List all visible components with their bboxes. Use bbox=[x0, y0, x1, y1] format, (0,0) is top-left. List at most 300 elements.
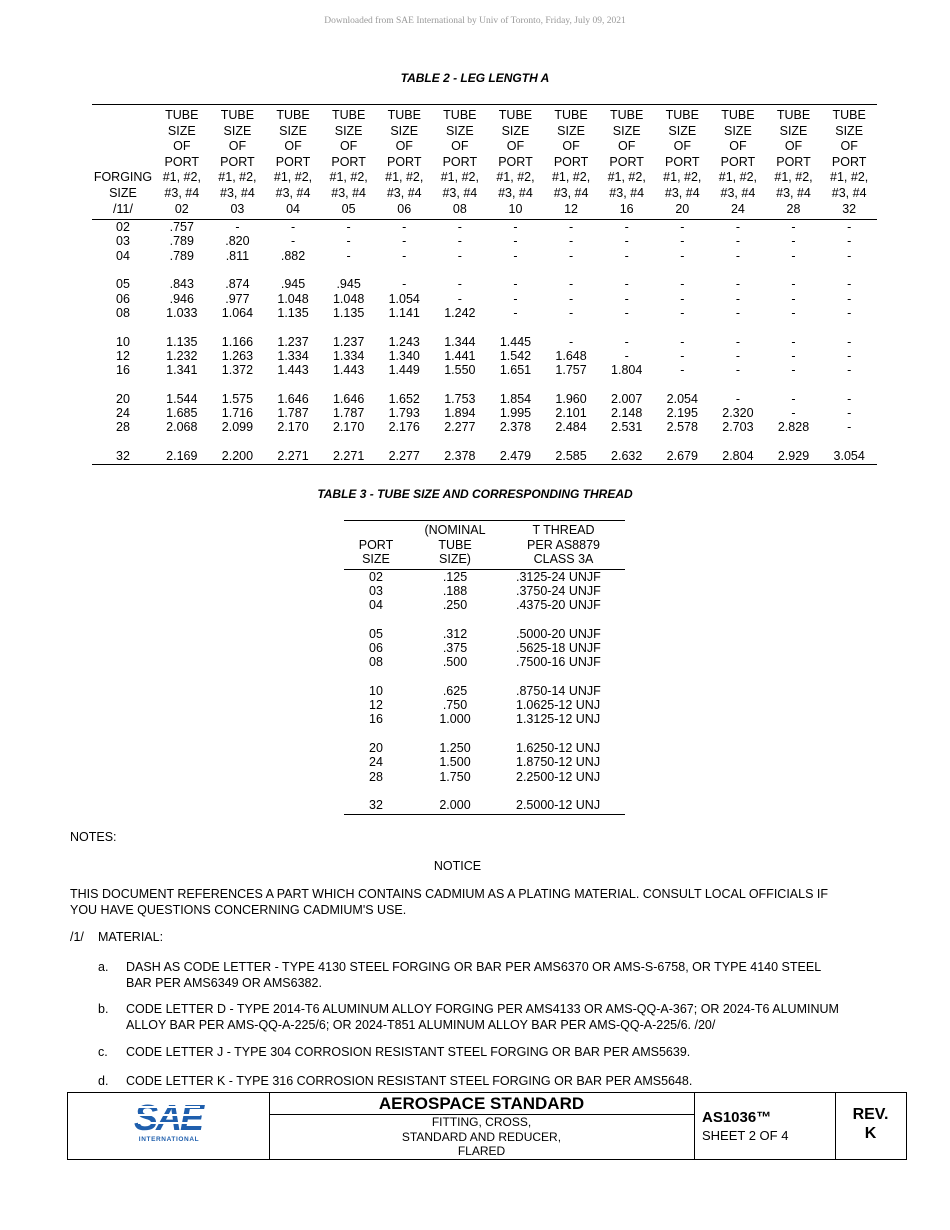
leg-length-cell: - bbox=[847, 220, 852, 235]
leg-length-cell: 2.929 bbox=[766, 449, 822, 465]
port-column-header-line-0: TUBE bbox=[165, 108, 199, 122]
table-row bbox=[344, 741, 625, 755]
leg-length-cell: - bbox=[735, 305, 740, 320]
port-size-cell: 03 bbox=[369, 583, 383, 598]
leg-length-cell: - bbox=[735, 391, 740, 406]
table-row bbox=[344, 712, 625, 726]
thread-cell: .3750-24 UNJF bbox=[516, 583, 601, 598]
port-column-header-line-6: 20 bbox=[675, 201, 690, 216]
row-spacer bbox=[92, 320, 877, 334]
port-column-header-line-4: #1, #2, bbox=[273, 170, 313, 185]
port-size-header-line-1: PORT bbox=[358, 537, 394, 552]
port-column-header bbox=[766, 105, 822, 220]
leg-length-cell: 1.443 bbox=[277, 363, 309, 378]
table-row bbox=[344, 698, 625, 712]
leg-length-cell: 2.320 bbox=[722, 406, 754, 421]
tube-size-cell: .125 bbox=[442, 569, 468, 584]
revision-cell bbox=[835, 1093, 906, 1159]
forging-size-cell: 24 bbox=[116, 406, 130, 421]
leg-length-cell: 1.237 bbox=[332, 334, 365, 349]
port-column-header-line-5: #3, #4 bbox=[164, 185, 200, 200]
title-cell bbox=[269, 1093, 695, 1159]
port-column-header-line-4: #1, #2, bbox=[663, 170, 702, 185]
material-item-line-2: BAR PER AMS6349 OR AMS6382. bbox=[126, 975, 322, 990]
leg-length-cell: 2.170 bbox=[332, 420, 365, 435]
thread-cell: 1.0625-12 UNJ bbox=[516, 698, 601, 713]
leg-length-cell: 1.854 bbox=[499, 391, 532, 406]
leg-length-cell: - bbox=[791, 291, 796, 306]
revision bbox=[835, 1105, 906, 1143]
port-column-header-line-0: TUBE bbox=[665, 108, 699, 122]
leg-length-cell: 1.995 bbox=[499, 406, 532, 421]
leg-length-cell: - bbox=[791, 248, 796, 263]
leg-length-cell: - bbox=[457, 234, 462, 249]
port-column-header-line-0: TUBE bbox=[276, 108, 310, 122]
leg-length-cell: - bbox=[791, 277, 796, 292]
port-column-header-line-5: #3, #4 bbox=[220, 185, 255, 200]
row-spacer-cell bbox=[344, 784, 625, 798]
port-size-cell: 20 bbox=[369, 741, 383, 756]
leg-length-cell: 2.169 bbox=[154, 449, 210, 465]
leg-length-cell: - bbox=[847, 334, 852, 349]
leg-length-cell: - bbox=[791, 406, 796, 421]
row-spacer-cell bbox=[92, 435, 877, 449]
port-column-header-line-0: TUBE bbox=[331, 108, 366, 122]
port-column-header bbox=[654, 105, 710, 220]
port-column-header-line-1: SIZE bbox=[668, 123, 697, 138]
sae-logo-subtitle: INTERNATIONAL bbox=[138, 1136, 200, 1143]
port-column-header-line-1: SIZE bbox=[167, 123, 196, 138]
leg-length-cell: - bbox=[402, 277, 407, 292]
row-spacer-cell bbox=[344, 612, 625, 626]
leg-length-cell: - bbox=[290, 220, 296, 235]
port-column-header-line-5: #3, #4 bbox=[553, 185, 589, 200]
leg-length-cell: 1.054 bbox=[388, 291, 420, 306]
leg-length-cell: 1.550 bbox=[444, 363, 476, 378]
thread-cell: 2.2500-12 UNJ bbox=[516, 769, 601, 784]
leg-length-cell: 2.271 bbox=[321, 449, 377, 465]
port-column-header-line-3: PORT bbox=[331, 154, 366, 169]
thread-cell: .5625-18 UNJF bbox=[516, 640, 601, 655]
tube-size-thread-table bbox=[344, 520, 625, 815]
revision-value: K bbox=[864, 1125, 877, 1142]
leg-length-cell: 2.804 bbox=[710, 449, 766, 465]
port-column-header-line-0: TUBE bbox=[443, 108, 477, 122]
leg-length-cell: 1.048 bbox=[277, 291, 309, 306]
port-column-header-line-0: TUBE bbox=[721, 108, 755, 122]
leg-length-cell: 1.793 bbox=[388, 406, 420, 421]
leg-length-cell: 1.544 bbox=[166, 391, 198, 406]
port-column-header-line-3: PORT bbox=[386, 154, 422, 169]
thread-header-line-0: T THREAD bbox=[532, 523, 595, 537]
row-spacer bbox=[92, 435, 877, 449]
leg-length-cell: 1.242 bbox=[444, 305, 476, 320]
port-column-header-line-1: SIZE bbox=[779, 123, 808, 138]
leg-length-cell: - bbox=[735, 234, 740, 249]
tube-size-header-line-2: SIZE) bbox=[439, 552, 471, 566]
table-row bbox=[92, 306, 877, 320]
row-spacer bbox=[344, 612, 625, 626]
leg-length-cell: - bbox=[568, 291, 574, 306]
leg-length-cell: - bbox=[847, 291, 852, 306]
port-column-header bbox=[432, 105, 488, 220]
leg-length-cell: 2.277 bbox=[444, 420, 476, 435]
tube-size-cell: .625 bbox=[442, 683, 468, 698]
table-row bbox=[344, 584, 625, 598]
leg-length-cell: 1.263 bbox=[221, 348, 254, 363]
leg-length-cell: - bbox=[680, 277, 685, 292]
leg-length-cell: 1.960 bbox=[555, 391, 587, 406]
port-column-header-line-3: PORT bbox=[220, 154, 255, 169]
leg-length-cell: 1.135 bbox=[166, 334, 198, 349]
leg-length-cell: - bbox=[847, 348, 852, 363]
port-column-header bbox=[321, 105, 377, 220]
leg-length-cell: .977 bbox=[225, 291, 250, 306]
row-spacer-cell bbox=[344, 727, 625, 741]
notes-label: NOTES: bbox=[70, 830, 117, 844]
thread-cell: .3125-24 UNJF bbox=[516, 569, 601, 584]
port-column-header-line-4: #1, #2, bbox=[718, 170, 758, 185]
port-column-header-line-1: SIZE bbox=[223, 123, 252, 138]
sheet-number: SHEET 2 OF 4 bbox=[702, 1128, 789, 1143]
port-column-header-line-4: #1, #2, bbox=[329, 170, 368, 185]
port-column-header-line-6: 24 bbox=[730, 201, 745, 216]
port-column-header-line-6: 05 bbox=[341, 201, 356, 216]
leg-length-cell: 2.585 bbox=[543, 449, 599, 465]
table-row bbox=[344, 627, 625, 641]
leg-length-cell: - bbox=[847, 406, 852, 421]
port-column-header-line-0: TUBE bbox=[220, 108, 255, 122]
table-row bbox=[92, 349, 877, 363]
leg-length-cell: - bbox=[402, 248, 407, 263]
port-column-header-line-0: TUBE bbox=[554, 108, 588, 122]
port-size-cell: 04 bbox=[369, 598, 383, 613]
table-row bbox=[344, 655, 625, 669]
leg-length-cell: 1.575 bbox=[221, 391, 254, 406]
leg-length-cell: - bbox=[457, 291, 462, 306]
port-column-header-line-2: OF bbox=[228, 139, 247, 154]
port-column-header bbox=[599, 105, 655, 220]
leg-length-cell: - bbox=[735, 363, 740, 378]
leg-length-cell: 1.064 bbox=[221, 305, 254, 320]
leg-length-cell: 1.334 bbox=[332, 348, 365, 363]
part-title bbox=[269, 1115, 694, 1159]
leg-length-cell: - bbox=[680, 334, 685, 349]
table-row bbox=[344, 569, 625, 584]
leg-length-cell: - bbox=[568, 248, 574, 263]
port-column-header-line-1: SIZE bbox=[390, 123, 419, 138]
table-row bbox=[92, 292, 877, 306]
port-column-header-line-3: PORT bbox=[164, 154, 200, 169]
table-row bbox=[92, 335, 877, 349]
sae-logo bbox=[68, 1093, 269, 1159]
port-column-header-line-3: PORT bbox=[720, 154, 756, 169]
port-column-header bbox=[210, 105, 266, 220]
title-block bbox=[67, 1092, 907, 1160]
standard-title: AEROSPACE STANDARD bbox=[269, 1093, 694, 1115]
port-column-header-line-4: #1, #2, bbox=[607, 170, 646, 185]
port-size-cell: 05 bbox=[369, 626, 383, 641]
thread-cell: .7500-16 UNJF bbox=[516, 655, 601, 670]
port-column-header-line-6: 16 bbox=[619, 201, 634, 216]
leg-length-cell: 1.232 bbox=[166, 348, 198, 363]
thread-cell: 1.8750-12 UNJ bbox=[516, 755, 601, 770]
leg-length-cell: - bbox=[680, 305, 685, 320]
thread-header-line-1: PER AS8879 bbox=[527, 537, 600, 552]
table-row bbox=[344, 798, 625, 814]
leg-length-cell: 2.828 bbox=[777, 420, 810, 435]
port-column-header-line-5: #3, #4 bbox=[498, 185, 533, 200]
tube-size-cell: 1.000 bbox=[439, 712, 471, 727]
leg-length-cell: 1.441 bbox=[444, 348, 476, 363]
port-column-header bbox=[821, 105, 877, 220]
port-column-header-line-6: 06 bbox=[397, 201, 412, 216]
port-column-header-line-4: #1, #2, bbox=[162, 170, 201, 185]
forging-size-cell: 28 bbox=[116, 420, 130, 435]
port-size-cell: 02 bbox=[369, 569, 383, 584]
table-row bbox=[92, 363, 877, 377]
table-row bbox=[344, 684, 625, 698]
port-column-header-line-1: SIZE bbox=[724, 123, 752, 138]
leg-length-cell: 2.378 bbox=[432, 449, 488, 465]
leg-length-cell: - bbox=[791, 391, 796, 406]
leg-length-cell: - bbox=[624, 234, 629, 249]
thread-cell: .5000-20 UNJF bbox=[516, 626, 601, 641]
leg-length-cell: - bbox=[847, 305, 852, 320]
notice-line-1: THIS DOCUMENT REFERENCES A PART WHICH CONTAINS CADMIUM AS A PLATING MATERIAL. CONSULT LOCAL OFFICIALS IF bbox=[70, 887, 828, 901]
port-column-header-line-5: #3, #4 bbox=[831, 185, 867, 200]
leg-length-cell: - bbox=[735, 248, 740, 263]
leg-length-cell: 2.484 bbox=[555, 420, 587, 435]
leg-length-cell: - bbox=[235, 220, 240, 235]
port-column-header-line-0: TUBE bbox=[832, 108, 866, 122]
leg-length-cell: - bbox=[346, 220, 351, 235]
leg-length-cell: - bbox=[513, 248, 518, 263]
table-row bbox=[92, 392, 877, 406]
leg-length-cell: - bbox=[735, 291, 740, 306]
leg-length-cell: 1.716 bbox=[221, 406, 254, 421]
leg-length-cell: .757 bbox=[169, 220, 194, 235]
leg-length-cell: 1.646 bbox=[332, 391, 365, 406]
port-column-header-line-6: 08 bbox=[452, 201, 467, 216]
port-column-header bbox=[265, 105, 321, 220]
leg-length-cell: - bbox=[791, 234, 796, 249]
leg-length-cell: - bbox=[791, 220, 796, 235]
port-column-header-line-5: #3, #4 bbox=[331, 185, 367, 200]
port-size-header-line-2: SIZE bbox=[362, 552, 390, 566]
leg-length-cell: - bbox=[847, 248, 852, 263]
port-column-header bbox=[376, 105, 432, 220]
leg-length-cell: - bbox=[680, 348, 685, 363]
leg-length-cell: - bbox=[624, 277, 629, 292]
leg-length-cell: 2.170 bbox=[277, 420, 309, 435]
port-size-header bbox=[344, 521, 408, 570]
leg-length-cell: 1.445 bbox=[499, 334, 532, 349]
tube-size-header bbox=[408, 521, 502, 570]
leg-length-cell: - bbox=[847, 363, 852, 378]
forging-size-cell: 20 bbox=[116, 391, 130, 406]
port-size-cell: 12 bbox=[369, 698, 383, 713]
thread-header bbox=[502, 521, 625, 570]
leg-length-cell: 1.033 bbox=[166, 305, 198, 320]
leg-length-cell: 2.479 bbox=[488, 449, 544, 465]
leg-length-cell: - bbox=[624, 248, 629, 263]
leg-length-cell: - bbox=[513, 234, 518, 249]
forging-size-cell: 12 bbox=[116, 348, 130, 363]
port-column-header-line-0: TUBE bbox=[387, 108, 421, 122]
port-column-header-line-3: PORT bbox=[831, 154, 867, 169]
leg-length-cell: .945 bbox=[280, 277, 306, 292]
leg-length-cell: - bbox=[624, 348, 629, 363]
port-column-header-line-3: PORT bbox=[776, 154, 811, 169]
leg-length-cell: - bbox=[735, 334, 740, 349]
leg-length-cell: 2.703 bbox=[722, 420, 754, 435]
leg-length-cell: 2.271 bbox=[265, 449, 321, 465]
port-column-header-line-2: OF bbox=[506, 139, 525, 154]
material-item-line-1: CODE LETTER K - TYPE 316 CORROSION RESISTANT STEEL FORGING OR BAR PER AMS5648. bbox=[126, 1074, 693, 1088]
forging-size-cell: 06 bbox=[116, 291, 130, 306]
table3-title: TABLE 3 - TUBE SIZE AND CORRESPONDING THREAD bbox=[317, 487, 633, 501]
port-column-header-line-3: PORT bbox=[275, 154, 311, 169]
leg-length-cell: - bbox=[290, 234, 296, 249]
port-column-header-line-4: #1, #2, bbox=[440, 170, 479, 185]
leg-length-cell: - bbox=[791, 363, 796, 378]
leg-length-cell: - bbox=[624, 291, 629, 306]
leg-length-cell: 1.166 bbox=[221, 334, 254, 349]
leg-length-cell: 1.651 bbox=[499, 363, 532, 378]
material-item-line-2: ALLOY BAR PER AMS-QQ-A-225/6; OR 2024-T851 ALUMINUM ALLOY BAR PER AMS-QQ-A-225/6. /20/ bbox=[126, 1017, 716, 1032]
forging-size-cell: 32 bbox=[92, 449, 154, 465]
leg-length-cell: .820 bbox=[225, 234, 250, 249]
port-column-header-line-4: #1, #2, bbox=[385, 170, 424, 185]
port-column-header-line-2: OF bbox=[173, 139, 191, 154]
port-column-header-line-2: OF bbox=[618, 139, 636, 154]
port-column-header-line-4: #1, #2, bbox=[496, 170, 535, 185]
leg-length-cell: - bbox=[568, 234, 574, 249]
table-row bbox=[344, 770, 625, 784]
port-column-header-line-5: #3, #4 bbox=[609, 185, 645, 200]
port-column-header-line-6: 28 bbox=[786, 201, 801, 216]
doc-number: AS1036™ bbox=[702, 1109, 772, 1126]
leg-length-cell: 1.787 bbox=[332, 406, 365, 421]
port-column-header bbox=[488, 105, 544, 220]
leg-length-cell: 2.195 bbox=[666, 406, 698, 421]
table-row bbox=[92, 234, 877, 248]
leg-length-cell: - bbox=[847, 234, 852, 249]
leg-length-cell: 1.449 bbox=[388, 363, 420, 378]
leg-length-cell: - bbox=[680, 363, 685, 378]
leg-length-cell: 3.054 bbox=[821, 449, 877, 465]
port-column-header-line-1: SIZE bbox=[835, 123, 864, 138]
leg-length-cell: 1.372 bbox=[221, 363, 254, 378]
row-spacer-cell bbox=[344, 670, 625, 684]
row-spacer-cell bbox=[92, 263, 877, 277]
material-item-letter: d. bbox=[98, 1074, 109, 1088]
leg-length-cell: - bbox=[735, 277, 740, 292]
tube-size-cell: 1.750 bbox=[439, 769, 471, 784]
notice-title: NOTICE bbox=[433, 859, 482, 873]
row-spacer bbox=[92, 263, 877, 277]
material-label: MATERIAL: bbox=[98, 930, 164, 944]
leg-length-cell: - bbox=[624, 305, 629, 320]
leg-length-cell: 2.099 bbox=[221, 420, 254, 435]
leg-length-cell: - bbox=[457, 277, 462, 292]
forging-size-cell: 10 bbox=[116, 334, 130, 349]
table-row bbox=[92, 420, 877, 434]
table-row bbox=[92, 277, 877, 291]
port-column-header-line-5: #3, #4 bbox=[776, 185, 811, 200]
port-column-header-line-3: PORT bbox=[609, 154, 644, 169]
leg-length-cell: 2.200 bbox=[210, 449, 266, 465]
leg-length-cell: - bbox=[680, 234, 685, 249]
row-spacer bbox=[344, 727, 625, 741]
row-spacer bbox=[344, 670, 625, 684]
sae-logo-letters: SAE bbox=[133, 1097, 203, 1138]
port-column-header-line-2: OF bbox=[284, 139, 302, 154]
port-column-header-line-4: #1, #2, bbox=[551, 170, 591, 185]
port-column-header-line-2: OF bbox=[339, 139, 358, 154]
leg-length-cell: - bbox=[791, 334, 796, 349]
port-column-header-line-1: SIZE bbox=[612, 123, 641, 138]
forging-size-header bbox=[92, 105, 154, 220]
tube-size-cell: 1.500 bbox=[439, 755, 471, 770]
forging-size-cell: 02 bbox=[116, 220, 130, 235]
port-size-cell: 32 bbox=[344, 798, 408, 814]
leg-length-cell: - bbox=[847, 420, 852, 435]
material-item-letter: b. bbox=[98, 1002, 109, 1016]
leg-length-cell: 1.135 bbox=[277, 305, 309, 320]
leg-length-cell: 1.243 bbox=[388, 334, 420, 349]
tube-size-cell: 2.000 bbox=[408, 798, 502, 814]
port-size-cell: 06 bbox=[369, 640, 383, 655]
leg-length-cell: 1.804 bbox=[611, 363, 643, 378]
logo-cell bbox=[68, 1093, 270, 1159]
leg-length-cell: - bbox=[680, 291, 685, 306]
port-column-header-line-2: OF bbox=[729, 139, 747, 154]
tube-size-header-line-1: TUBE bbox=[438, 537, 472, 552]
forging-size-cell: 16 bbox=[116, 363, 130, 378]
thread-cell: 2.5000-12 UNJ bbox=[502, 798, 625, 814]
leg-length-cell: 1.652 bbox=[388, 391, 420, 406]
leg-length-cell: - bbox=[568, 220, 574, 235]
leg-length-cell: 1.141 bbox=[388, 305, 420, 320]
forging-size-cell: 03 bbox=[116, 234, 130, 249]
leg-length-cell: 2.007 bbox=[611, 391, 643, 406]
leg-length-cell: - bbox=[791, 305, 796, 320]
tube-size-cell: .500 bbox=[442, 655, 468, 670]
leg-length-cell: 2.068 bbox=[166, 420, 198, 435]
leg-length-cell: 2.531 bbox=[611, 420, 643, 435]
leg-length-cell: - bbox=[624, 220, 629, 235]
material-note-number: /1/ bbox=[70, 930, 84, 944]
tube-size-cell: .188 bbox=[442, 583, 468, 598]
leg-length-cell: - bbox=[791, 348, 796, 363]
leg-length-cell: 1.753 bbox=[444, 391, 476, 406]
forging-size-cell: 08 bbox=[116, 305, 130, 320]
port-column-header-line-5: #3, #4 bbox=[720, 185, 756, 200]
port-size-cell: 10 bbox=[369, 683, 383, 698]
download-watermark: Downloaded from SAE International by Univ of Toronto, Friday, July 09, 2021 bbox=[324, 16, 626, 26]
port-size-cell: 28 bbox=[369, 769, 383, 784]
port-column-header-line-6: 10 bbox=[508, 201, 523, 216]
port-column-header-line-6: 04 bbox=[286, 201, 300, 216]
leg-length-cell: - bbox=[568, 334, 574, 349]
leg-length-cell: - bbox=[513, 291, 518, 306]
leg-length-cell: - bbox=[624, 334, 629, 349]
leg-length-cell: 2.378 bbox=[499, 420, 532, 435]
leg-length-cell: - bbox=[402, 234, 407, 249]
leg-length-cell: - bbox=[735, 348, 740, 363]
